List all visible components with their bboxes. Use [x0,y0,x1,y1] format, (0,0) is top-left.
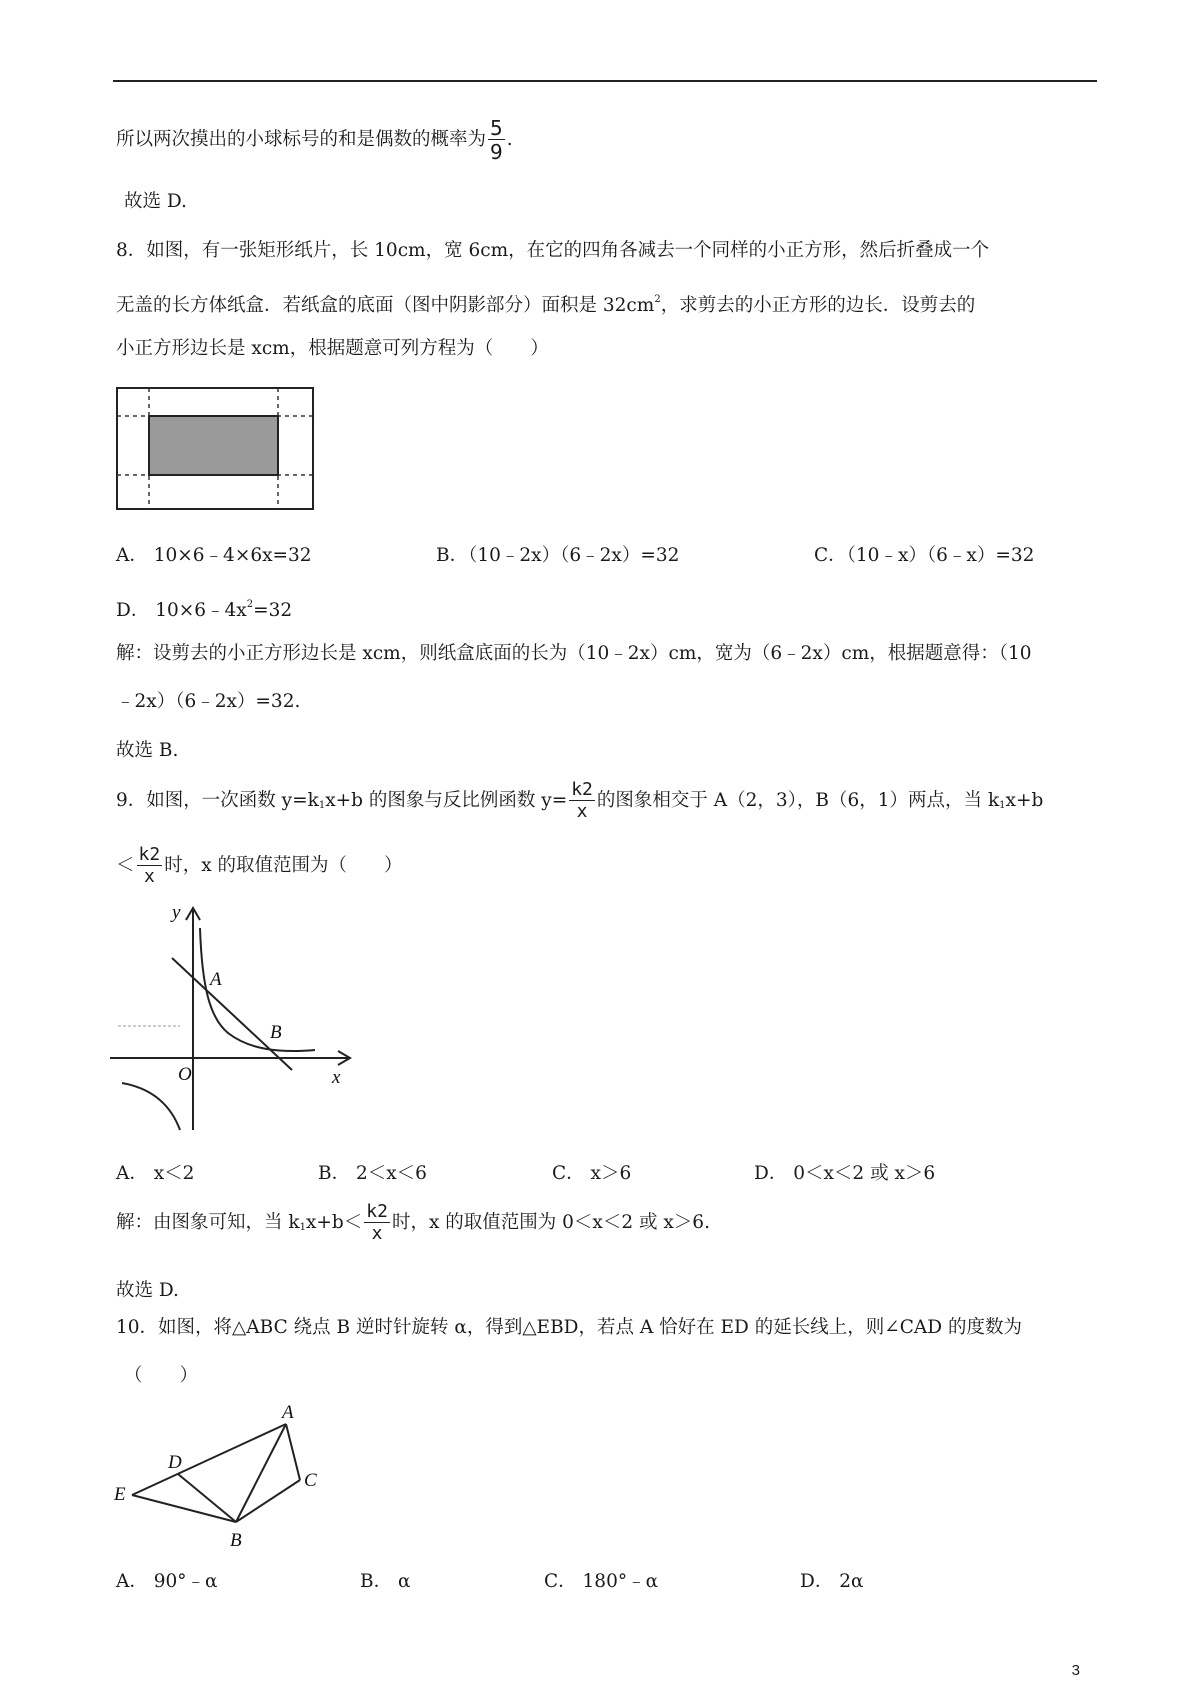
segment-ac [286,1424,300,1480]
q8-rectangle-figure [116,387,316,511]
q8-option-c: C．（10﹣x）（6﹣x）=32 [814,545,1035,566]
q8-option-b: B．（10﹣2x）（6﹣2x）=32 [436,545,680,566]
answer-line: 故选 D. [124,191,187,212]
q9-option-c: C． x＞6 [552,1163,632,1184]
label-b: B [270,1022,282,1043]
label-d: D [168,1452,182,1473]
label-b: B [230,1530,242,1551]
label-e: E [114,1484,126,1505]
q8-answer: 故选 B. [116,740,179,761]
label-x: x [332,1067,341,1088]
fraction-5-9: $\frac{5}{9}$ [490,116,503,164]
q8-line3: 小正方形边长是 xcm，根据题意可列方程为（ ） [116,338,549,359]
q8-option-a: A． 10×6﹣4×6x=32 [116,545,312,566]
fraction-k2-over-x: $\frac{k2}{x}$ [571,779,593,822]
label-origin: O [178,1064,192,1085]
hyperbola-branch-third-quadrant [122,1083,180,1130]
q10-option-d: D． 2α [800,1571,864,1592]
fraction-k2-over-x: $\frac{k2}{x}$ [366,1201,388,1244]
q9-option-a: A． x＜2 [116,1163,195,1184]
probability-line: 所以两次摸出的小球标号的和是偶数的概率为 $\frac{5}{9}$ . [116,116,513,164]
page-number: 3 [1071,1662,1080,1679]
q8-solution-line1: 解：设剪去的小正方形边长是 xcm，则纸盒底面的长为（10﹣2x）cm，宽为（6﹣2x）cm，根据题意得：（10 [116,643,1032,664]
q9-line2: ＜ $\frac{k2}{x}$ 时，x 的取值范围为（ ） [116,844,403,887]
label-y: y [172,902,181,923]
linear-function-line [172,958,292,1070]
segment-ea [132,1424,286,1495]
q10-option-c: C． 180°﹣α [544,1571,659,1592]
q9-option-b: B． 2＜x＜6 [318,1163,427,1184]
segment-ab [236,1424,286,1522]
q10-line2: （ ） [124,1365,199,1386]
q9-solution: 解：由图象可知，当 $k_1x+b<$ $\frac{k2}{x}$ 时，x 的取值范围为 0＜x＜2 或 x＞6. [116,1201,710,1244]
label-a: A [282,1402,294,1423]
q10-line1: 10．如图，将△ABC 绕点 B 逆时针旋转 α，得到△EBD，若点 A 恰好在 ED 的延长线上，则∠CAD 的度数为 [116,1317,1022,1338]
q9-option-d: D． 0＜x＜2 或 x＞6 [754,1163,936,1184]
header-rule [113,80,1097,82]
q10-option-a: A． 90°﹣α [116,1571,218,1592]
q9-answer: 故选 D. [116,1280,179,1301]
label-a: A [210,969,222,990]
q9-function-graph [110,898,360,1138]
q8-solution-line2: ﹣2x）（6﹣2x）=32. [116,691,301,712]
q8-option-d: D． $10\times 6﹣4x^2=32$ [116,599,293,621]
shaded-base [149,416,278,475]
q9-line1: 9．如图，一次函数 $y=k_1x+b$ 的图象与反比例函数 y= $\frac{k2}{x}$ 的图象相交于 A（2，3），B（6，1）两点，当 $k_1x+b$ [116,779,1044,822]
fraction-k2-over-x: $\frac{k2}{x}$ [138,844,161,887]
q8-line1: 8．如图，有一张矩形纸片，长 10cm，宽 6cm，在它的四角各减去一个同样的小正方形，然后折叠成一个 [116,240,990,261]
label-c: C [304,1470,317,1491]
q10-triangle-figure [110,1400,330,1560]
q10-option-b: B． α [360,1571,411,1592]
q8-line2: 无盖的长方体纸盒．若纸盒的底面（图中阴影部分）面积是 $32cm^2$，求剪去的小正方形的边长．设剪去的 [116,294,976,316]
